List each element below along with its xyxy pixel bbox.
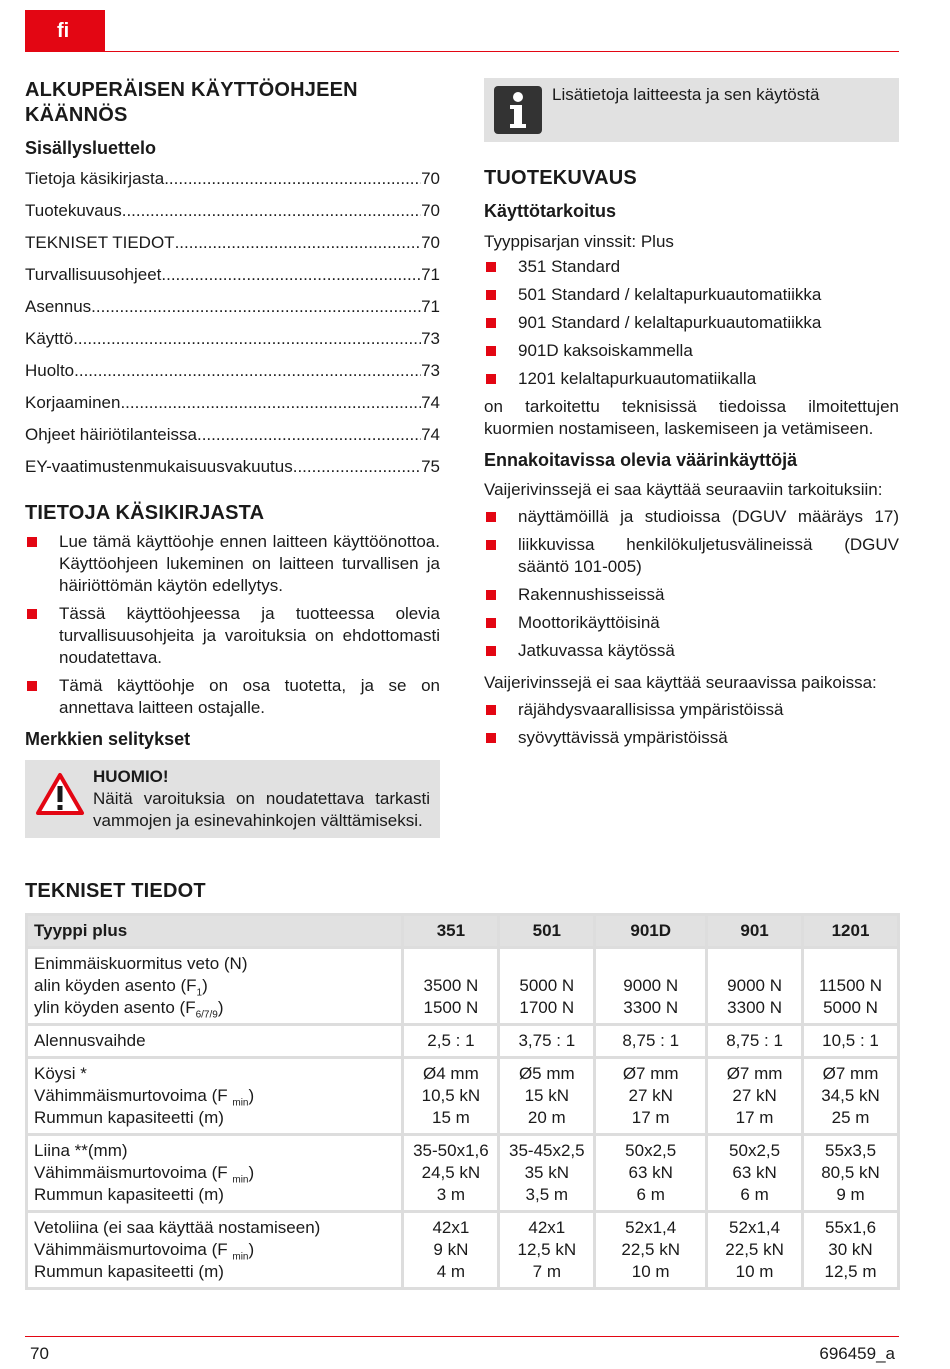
info-box: [484, 78, 899, 142]
toc-page: 73: [421, 361, 440, 380]
list-item: Tässä käyttöohjeessa ja tuotteessa olevia turvallisuusohjeita ja varoituksia on ehdottomasti noudatettava.: [25, 603, 440, 669]
column-header: 351: [403, 915, 499, 948]
table-cell: Ø4 mm 10,5 kN 15 m: [403, 1058, 499, 1135]
table-of-contents: [25, 163, 440, 483]
title-line-2: KÄÄNNÖS: [25, 104, 128, 126]
label-line: alin köyden asento $(F_1)$: [34, 976, 208, 999]
table-cell: 52x1,4 22,5 kN 10 m: [595, 1212, 707, 1289]
toc-entry[interactable]: [25, 451, 440, 483]
table-cell: 35-45x2,5 35 kN 3,5 m: [499, 1135, 595, 1212]
toc-heading: Sisällysluettelo: [25, 138, 157, 158]
toc-title: Käyttö: [25, 329, 74, 348]
toc-title: EY-vaatimustenmukaisuusvakuutus: [25, 457, 293, 476]
list-item: syövyttävissä ympäristöissä: [484, 727, 899, 749]
spec-table: [25, 913, 900, 1290]
series-intro: Tyyppisarjan vinssit: Plus: [484, 232, 674, 251]
toc-leader: [120, 392, 421, 414]
column-header: 1201: [803, 915, 899, 948]
header-rule: [25, 51, 899, 52]
table-cell: 9000 N 3300 N: [595, 948, 707, 1025]
misuse-list-1: [484, 506, 899, 662]
toc-entry[interactable]: [25, 355, 440, 387]
table-row: [27, 1212, 899, 1289]
title-line-1: ALKUPERÄISEN KÄYTTÖOHJEEN: [25, 79, 358, 101]
toc-title: Turvallisuusohjeet: [25, 265, 162, 284]
table-cell: 42x1 9 kN 4 m: [403, 1212, 499, 1289]
table-row: [27, 1025, 899, 1058]
column-header: 901D: [595, 915, 707, 948]
list-item: 901 Standard / kelaltapurkuautomatiikka: [484, 312, 899, 334]
toc-page: 74: [421, 393, 440, 412]
table-cell: 11500 N 5000 N: [803, 948, 899, 1025]
warning-box: [25, 760, 440, 838]
toc-entry[interactable]: [25, 227, 440, 259]
table-cell: Ø7 mm 27 kN 17 m: [707, 1058, 803, 1135]
toc-leader: [161, 264, 421, 286]
toc-title: Asennus: [25, 297, 92, 316]
column-header: 501: [499, 915, 595, 948]
toc-entry[interactable]: [25, 419, 440, 451]
list-item: liikkuvissa henkilökuljetusvälineissä (DGUV sääntö 101-005): [484, 534, 899, 578]
toc-leader: [91, 296, 421, 318]
warning-title: HUOMIO!: [93, 767, 169, 786]
table-cell: 2,5 : 1: [403, 1025, 499, 1058]
right-column: [484, 78, 899, 749]
table-cell: Ø7 mm 34,5 kN 25 m: [803, 1058, 899, 1135]
table-cell: 3,75 : 1: [499, 1025, 595, 1058]
table-row: [27, 948, 899, 1025]
table-cell: Ø7 mm 27 kN 17 m: [595, 1058, 707, 1135]
document-id: 696459_a: [819, 1344, 895, 1363]
list-item-text: näyttämöillä ja studioissa (DGUV määräys 17): [518, 507, 899, 526]
left-column: [25, 78, 440, 838]
table-cell: 5000 N 1700 N: [499, 948, 595, 1025]
table-cell: 3500 N 1500 N: [403, 948, 499, 1025]
tech-heading: TEKNISET TIEDOT: [25, 880, 206, 902]
label-line: ylin köyden asento $(F_{6/7/9})$: [34, 998, 224, 1021]
toc-entry[interactable]: [25, 323, 440, 355]
toc-leader: [73, 328, 421, 350]
footer-rule: [25, 1336, 899, 1337]
toc-page: 73: [421, 329, 440, 348]
about-list: [25, 531, 440, 719]
toc-entry[interactable]: [25, 291, 440, 323]
list-item: Jatkuvassa käytössä: [484, 640, 899, 662]
series-list: [484, 256, 899, 390]
table-cell: 8,75 : 1: [707, 1025, 803, 1058]
list-item: Tämä käyttöohje on osa tuotetta, ja se on annettava laitteen ostajalle.: [25, 675, 440, 719]
column-header: 901: [707, 915, 803, 948]
toc-leader: [164, 168, 421, 190]
table-header-row: [27, 915, 899, 948]
info-icon: [494, 86, 552, 134]
list-item: 1201 kelaltapurkuautomatiikalla: [484, 368, 899, 390]
table-cell: 9000 N 3300 N: [707, 948, 803, 1025]
misuse-heading: Ennakoitavissa olevia väärinkäyttöjä: [484, 450, 798, 470]
warning-text: Näitä varoituksia on noudatettava tarkasti vammojen ja esinevahinkojen välttämiseksi.: [93, 789, 430, 830]
row-label: Liina **(mm) Vähimmäismurtovoima (F $_{min}$) Rummun kapasiteetti (m): [27, 1135, 403, 1212]
toc-page: 74: [421, 425, 440, 444]
misuse-intro-2: Vaijerivinssejä ei saa käyttää seuraavissa paikoissa:: [484, 673, 877, 692]
info-text: Lisätietoja laitteesta ja sen käytöstä: [552, 85, 820, 104]
table-row: [27, 1135, 899, 1212]
toc-leader: [293, 456, 421, 478]
misuse-intro-1: Vaijerivinssejä ei saa käyttää seuraaviin tarkoituksiin:: [484, 480, 883, 499]
label-line: Enimmäiskuormitus veto (N): [34, 954, 248, 973]
toc-title: Ohjeet häiriötilanteissa: [25, 425, 197, 444]
toc-page: 70: [421, 169, 440, 188]
product-heading: TUOTEKUVAUS: [484, 167, 637, 189]
row-label: [27, 948, 403, 1025]
table-cell: 55x3,5 80,5 kN 9 m: [803, 1135, 899, 1212]
list-item: räjähdysvaarallisissa ympäristöissä: [484, 699, 899, 721]
table-cell: Ø5 mm 15 kN 20 m: [499, 1058, 595, 1135]
toc-title: Huolto: [25, 361, 75, 380]
table-cell: 10,5 : 1: [803, 1025, 899, 1058]
row-label: Köysi * Vähimmäismurtovoima (F $_{min}$) Rummun kapasiteetti (m): [27, 1058, 403, 1135]
list-item: Lue tämä käyttöohje ennen laitteen käyttöönottoa. Käyttöohjeen lukeminen on laitteen turvallisen ja häiriöttömän käytön edellytys.: [25, 531, 440, 597]
about-heading: TIETOJA KÄSIKIRJASTA: [25, 502, 265, 524]
list-item: [484, 506, 899, 528]
purpose-text: on tarkoitettu teknisissä tiedoissa ilmoitettujen kuormien nostamiseen, laskemiseen ja vetämiseen.: [484, 397, 899, 438]
toc-page: 75: [421, 457, 440, 476]
toc-leader: [197, 424, 421, 446]
toc-page: 70: [421, 233, 440, 252]
table-cell: 8,75 : 1: [595, 1025, 707, 1058]
toc-entry[interactable]: [25, 387, 440, 419]
toc-entry[interactable]: [25, 259, 440, 291]
warning-triangle-icon: [35, 766, 93, 832]
purpose-heading: Käyttötarkoitus: [484, 201, 617, 221]
language-tab: fi: [25, 10, 105, 52]
toc-page: 71: [421, 297, 440, 316]
column-header: Tyyppi plus: [27, 915, 403, 948]
table-cell: 42x1 12,5 kN 7 m: [499, 1212, 595, 1289]
list-item: 901D kaksoiskammella: [484, 340, 899, 362]
row-label: Vetoliina (ei saa käyttää nostamiseen) Vähimmäismurtovoima (F $_{min}$) Rummun kapasiteetti (m): [27, 1212, 403, 1289]
toc-page: 70: [421, 201, 440, 220]
row-label: Alennusvaihde: [27, 1025, 403, 1058]
table-cell: 55x1,6 30 kN 12,5 m: [803, 1212, 899, 1289]
table-cell: 35-50x1,6 24,5 kN 3 m: [403, 1135, 499, 1212]
table-cell: 52x1,4 22,5 kN 10 m: [707, 1212, 803, 1289]
toc-entry[interactable]: [25, 163, 440, 195]
toc-leader: [175, 232, 422, 254]
table-row: [27, 1058, 899, 1135]
list-item: Rakennushisseissä: [484, 584, 899, 606]
document-title: [25, 78, 440, 128]
page-number: 70: [30, 1344, 49, 1363]
toc-entry[interactable]: [25, 195, 440, 227]
table-cell: 50x2,5 63 kN 6 m: [707, 1135, 803, 1212]
table-cell: 50x2,5 63 kN 6 m: [595, 1135, 707, 1212]
list-item: Moottorikäyttöisinä: [484, 612, 899, 634]
list-item: 501 Standard / kelaltapurkuautomatiikka: [484, 284, 899, 306]
toc-page: 71: [421, 265, 440, 284]
symbols-heading: Merkkien selitykset: [25, 729, 191, 749]
misuse-list-2: [484, 699, 899, 749]
toc-title: TEKNISET TIEDOT: [25, 233, 175, 252]
toc-leader: [74, 360, 421, 382]
toc-leader: [122, 200, 421, 222]
list-item: 351 Standard: [484, 256, 899, 278]
toc-title: Korjaaminen: [25, 393, 121, 412]
toc-title: Tietoja käsikirjasta: [25, 169, 165, 188]
toc-title: Tuotekuvaus: [25, 201, 122, 220]
